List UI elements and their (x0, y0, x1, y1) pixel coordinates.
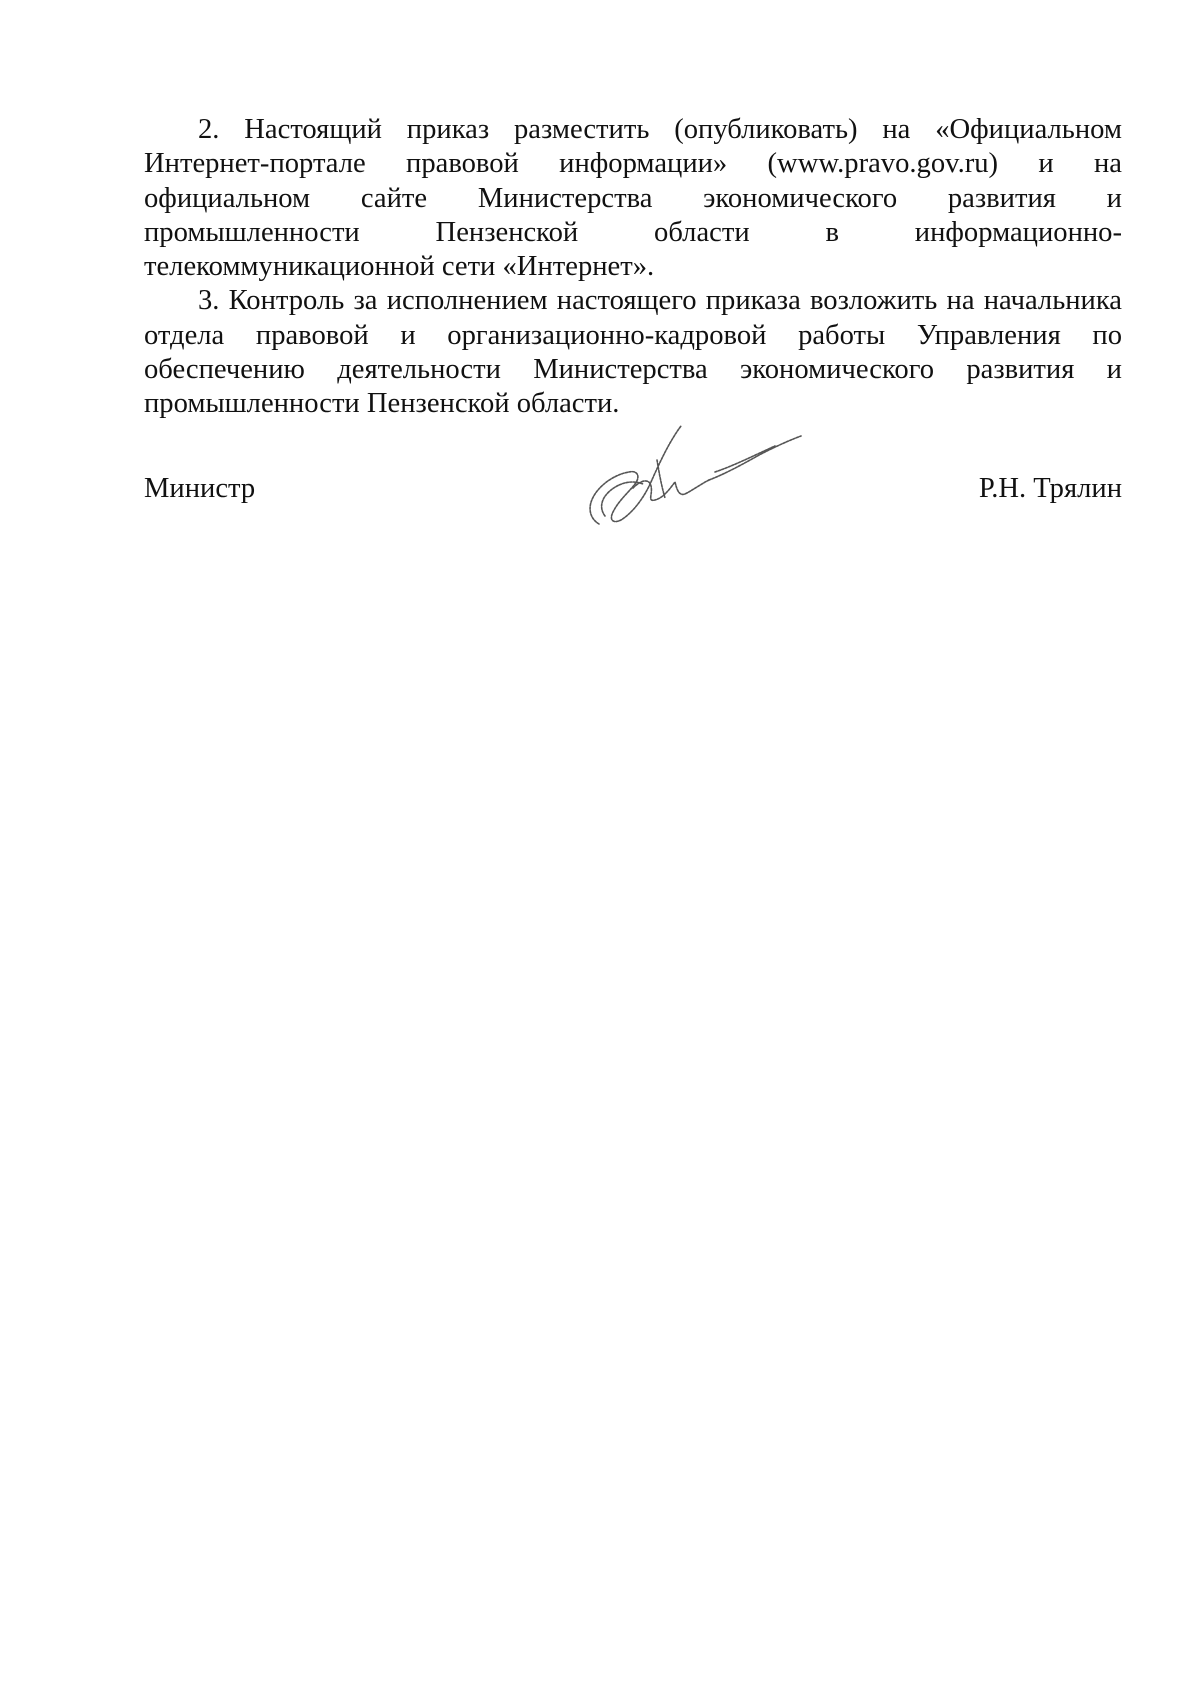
signature-block (144, 472, 1122, 512)
signatory-title: Министр (144, 473, 256, 504)
document-body (144, 113, 1122, 422)
paragraph-publication: 2. Настоящий приказ разместить (опубликовать) на «Официальном Интернет-портале правовой информации» (www.pravo.gov.ru) и на официальном сайте Министерства экономического развития и промышленности Пензенской области в информационно-телекоммуникационной сети «Интернет». (144, 114, 1122, 283)
paragraph-control: 3. Контроль за исполнением настоящего приказа возложить на начальника отдела правовой и организационно-кадровой работы Управления по обеспечению деятельности Министерства экономического развития и промышленности Пензенской области. (144, 285, 1122, 420)
signatory-name: Р.Н. Трялин (978, 473, 1122, 504)
